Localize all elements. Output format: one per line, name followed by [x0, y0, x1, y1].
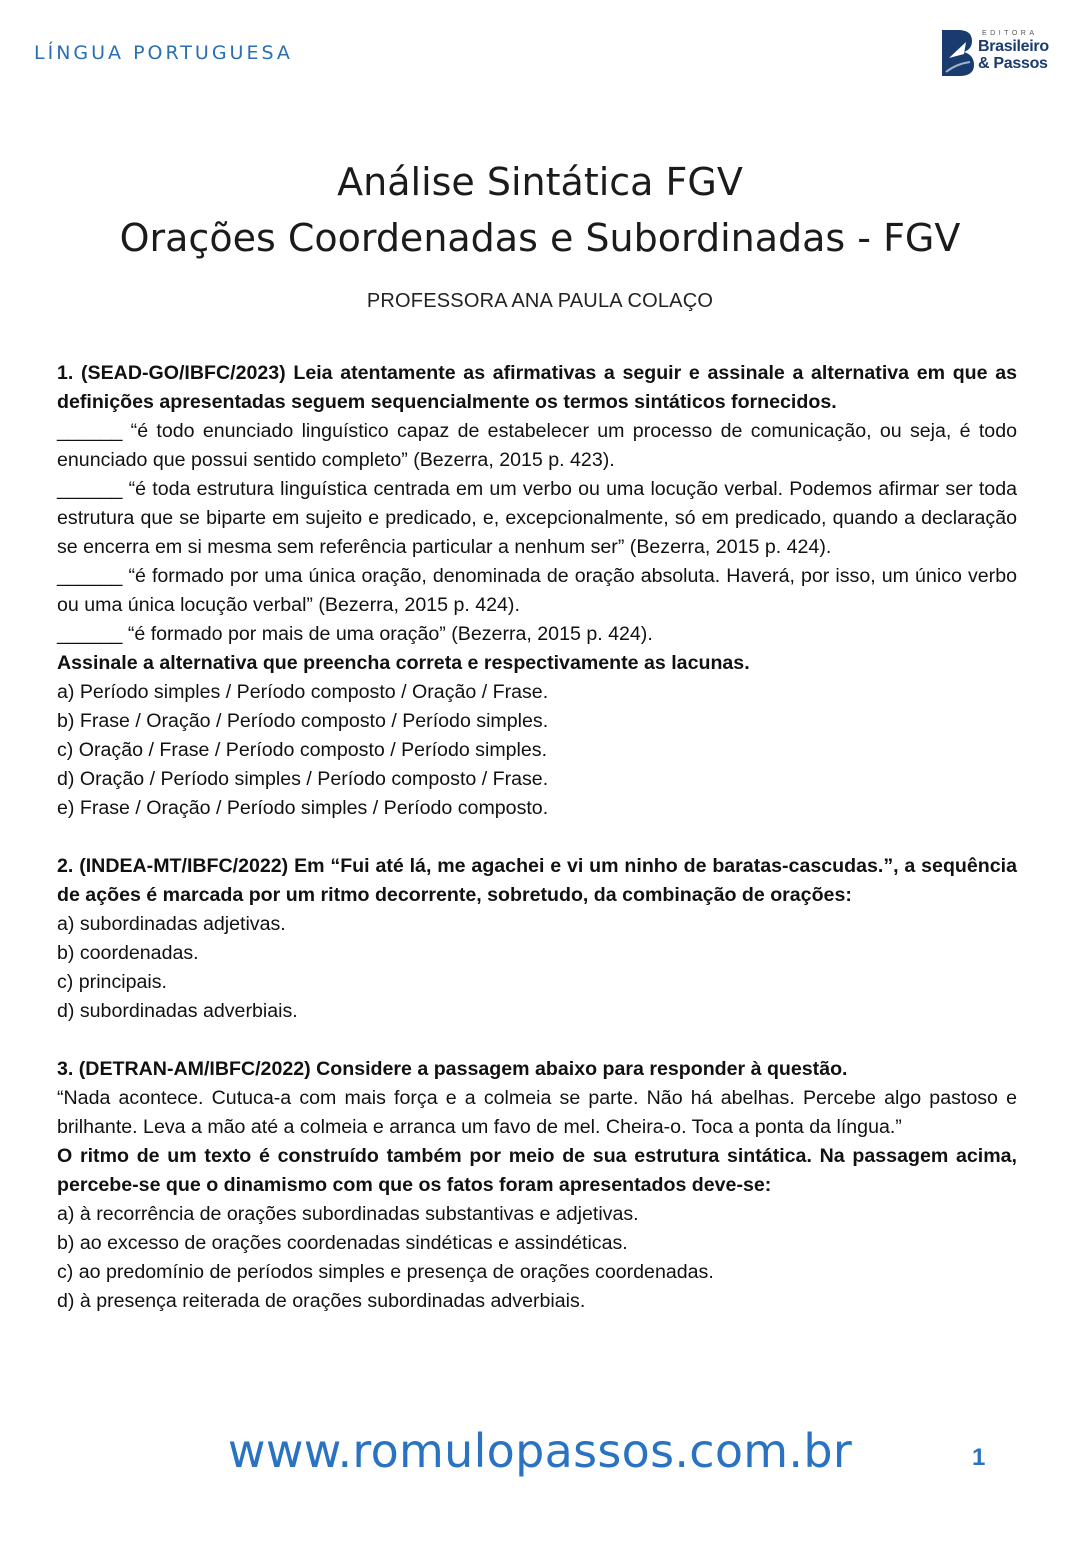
question-1-option: e) Frase / Oração / Período simples / Período composto.	[57, 797, 549, 819]
questions-content	[57, 359, 1017, 1316]
logo-name-line2: & Passos	[978, 55, 1048, 72]
page-title-line1: Análise Sintática FGV	[337, 160, 743, 204]
question-3-option: b) ao excesso de orações coordenadas sindéticas e assindéticas.	[57, 1232, 628, 1254]
page-title-line2: Orações Coordenadas e Subordinadas - FGV	[119, 216, 961, 260]
question-3-prompt: O ritmo de um texto é construído também por meio de sua estrutura sintática. Na passagem acima, percebe-se que o dinamismo com que os fatos foram apresentados deve-se:	[57, 1145, 1017, 1196]
footer-website-link[interactable]: www.romulopassos.com.br	[227, 1424, 853, 1478]
logo-editora-text: EDITORA	[982, 30, 1038, 37]
question-3-option: d) à presença reiterada de orações subordinadas adverbiais.	[57, 1290, 586, 1312]
logo-b-icon	[940, 28, 976, 78]
question-3-option: a) à recorrência de orações subordinadas substantivas e adjetivas.	[57, 1203, 639, 1225]
question-1-option: a) Período simples / Período composto / Oração / Frase.	[57, 681, 549, 703]
subject-label: LÍNGUA PORTUGUESA	[34, 42, 293, 64]
question-1-option: c) Oração / Frase / Período composto / Período simples.	[57, 739, 548, 761]
question-2-option: a) subordinadas adjetivas.	[57, 913, 286, 935]
logo-name-line1: Brasileiro	[978, 38, 1049, 55]
question-1-option: d) Oração / Período simples / Período composto / Frase.	[57, 768, 549, 790]
professor-name: PROFESSORA ANA PAULA COLAÇO	[366, 290, 714, 312]
question-3-header: 3. (DETRAN-AM/IBFC/2022) Considere a passagem abaixo para responder à questão.	[57, 1058, 848, 1080]
question-1-prompt: Assinale a alternativa que preencha correta e respectivamente as lacunas.	[57, 652, 750, 674]
question-1-option: b) Frase / Oração / Período composto / Período simples.	[57, 710, 549, 732]
question-2-option: d) subordinadas adverbiais.	[57, 1000, 298, 1022]
question-3-passage: “Nada acontece. Cutuca-a com mais força e a colmeia se parte. Não há abelhas. Percebe algo pastoso e brilhante. Leva a mão até a colmeia e arranca um favo de mel. Cheira-o. Toca a ponta da língua.”	[57, 1087, 1017, 1138]
question-2-option: b) coordenadas.	[57, 942, 199, 964]
publisher-logo	[940, 28, 1052, 80]
question-3-option: c) ao predomínio de períodos simples e presença de orações coordenadas.	[57, 1261, 714, 1283]
page-number: 1	[972, 1444, 986, 1471]
question-1-statement: ______ “é formado por uma única oração, denominada de oração absoluta. Haverá, por isso, um único verbo ou uma única locução verbal” (Bezerra, 2015 p. 424).	[57, 565, 1017, 616]
question-1-statement: ______ “é formado por mais de uma oração” (Bezerra, 2015 p. 424).	[57, 623, 653, 645]
spacer	[57, 1026, 1017, 1055]
question-1-statement: ______ “é todo enunciado linguístico capaz de estabelecer um processo de comunicação, ou seja, é todo enunciado que possui sentido completo” (Bezerra, 2015 p. 423).	[57, 420, 1017, 471]
question-2-option: c) principais.	[57, 971, 167, 993]
spacer	[57, 823, 1017, 852]
question-1-header: 1. (SEAD-GO/IBFC/2023) Leia atentamente as afirmativas a seguir e assinale a alternativa em que as definições apresentadas seguem sequencialmente os termos sintáticos fornecidos.	[57, 362, 1017, 413]
question-1-statement: ______ “é toda estrutura linguística centrada em um verbo ou uma locução verbal. Podemos afirmar ser toda estrutura que se biparte em sujeito e predicado, e, excepcionalmente, só em predicado, quando a declaração se encerra em si mesma sem referência particular a nenhum ser” (Bezerra, 2015 p. 424).	[57, 478, 1017, 558]
question-2-header: 2. (INDEA-MT/IBFC/2022) Em “Fui até lá, me agachei e vi um ninho de baratas-cascudas.”, a sequência de ações é marcada por um ritmo decorrente, sobretudo, da combinação de orações:	[57, 855, 1017, 906]
